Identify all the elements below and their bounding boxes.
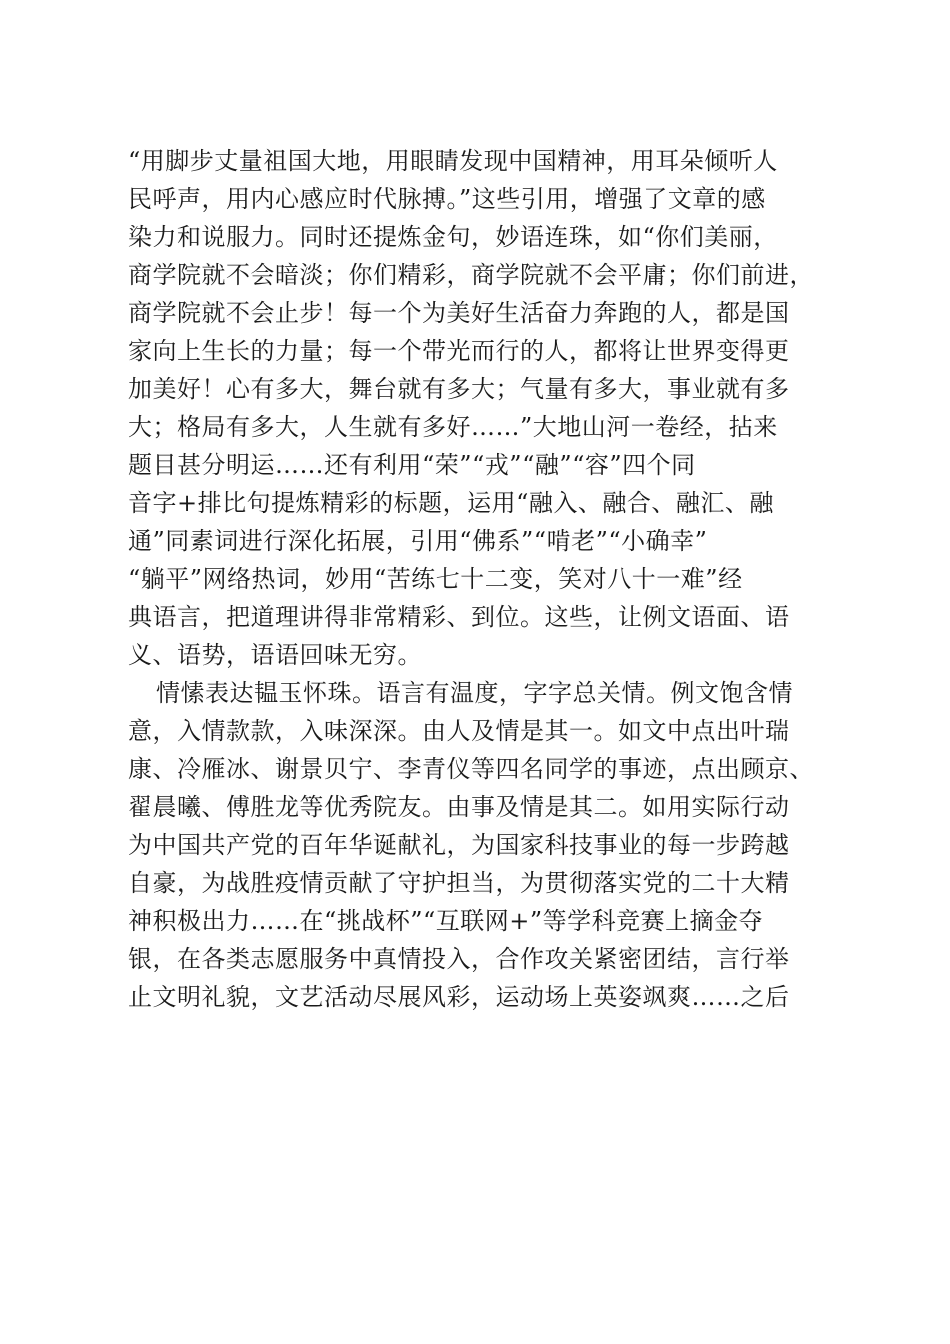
text-line: 为中国共产党的百年华诞献礼，为国家科技事业的每一步跨越 [128, 831, 790, 859]
text-line: 意，入情款款，入味深深。由人及情是其一。如文中点出叶瑞 [128, 717, 790, 745]
text-line: 典语言，把道理讲得非常精彩、到位。这些，让例文语面、语 [128, 603, 790, 631]
paragraph-2 [128, 674, 828, 1016]
text-line: “躺平”网络热词，妙用“苦练七十二变，笑对八十一难”经 [128, 565, 743, 593]
text-line: 商学院就不会暗淡；你们精彩，商学院就不会平庸；你们前进， [128, 261, 814, 289]
text-line: 商学院就不会止步！每一个为美好生活奋力奔跑的人，都是国 [128, 299, 790, 327]
text-line: 神积极出力……在“挑战杯”“互联网+”等学科竞赛上摘金夺 [128, 907, 764, 935]
text-line: 康、冷雁冰、谢景贝宁、李青仪等四名同学的事迹，点出顾京、 [128, 755, 814, 783]
text-line: 自豪，为战胜疫情贡献了守护担当，为贯彻落实党的二十大精 [128, 869, 790, 897]
text-line: 大；格局有多大，人生就有多好……”大地山河一卷经，拈来 [128, 413, 778, 441]
text-line: 题目甚分明运……还有利用“荣”“戎”“融”“容”四个同 [128, 451, 696, 479]
text-line: 情愫表达韫玉怀珠。语言有温度，字字总关情。例文饱含情 [156, 679, 793, 707]
text-line: 家向上生长的力量；每一个带光而行的人，都将让世界变得更 [128, 337, 790, 365]
paragraph-1 [128, 142, 828, 674]
body-text [128, 142, 828, 1016]
text-line: 音字+排比句提炼精彩的标题，运用“融入、融合、融汇、融 [128, 489, 774, 517]
text-line: 加美好！心有多大，舞台就有多大；气量有多大，事业就有多 [128, 375, 790, 403]
text-line: 银，在各类志愿服务中真情投入，合作攻关紧密团结，言行举 [128, 945, 790, 973]
text-line: 止文明礼貌，文艺活动尽展风彩，运动场上英姿飒爽……之后 [128, 983, 790, 1011]
text-line: 义、语势，语语回味无穷。 [128, 641, 422, 669]
text-line: 通”同素词进行深化拓展，引用“佛系”“啃老”“小确幸” [128, 527, 708, 555]
text-line: 染力和说服力。同时还提炼金句，妙语连珠，如“你们美丽， [128, 223, 778, 251]
text-line: “用脚步丈量祖国大地，用眼睛发现中国精神，用耳朵倾听人 [128, 147, 778, 175]
text-line: 翟晨曦、傅胜龙等优秀院友。由事及情是其二。如用实际行动 [128, 793, 790, 821]
text-line: 民呼声，用内心感应时代脉搏。”这些引用，增强了文章的感 [128, 185, 766, 213]
